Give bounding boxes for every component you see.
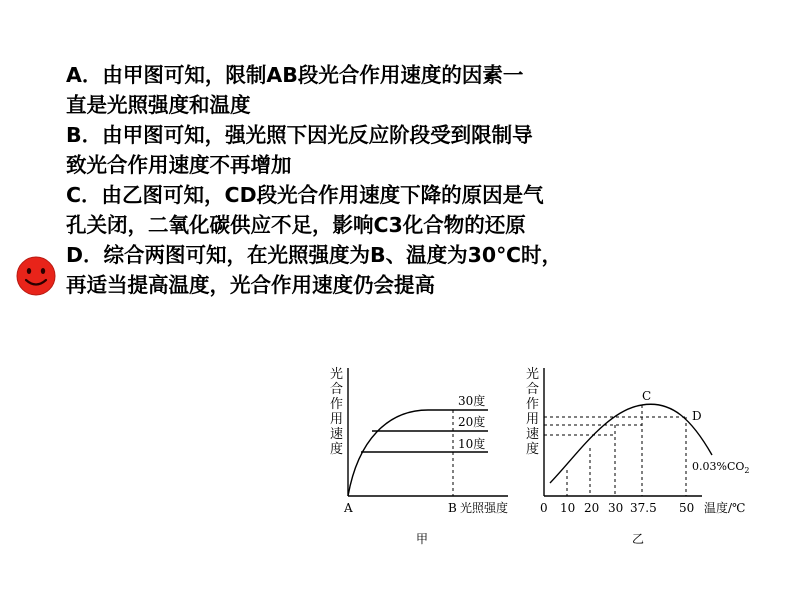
x-tick-label: 50 xyxy=(679,501,695,515)
y-axis-label-char: 光 xyxy=(526,367,540,382)
y-axis-label-char: 速 xyxy=(330,427,344,442)
x-tick-label: 37.5 xyxy=(630,501,657,515)
y-axis-label-char: 速 xyxy=(526,427,540,442)
option-line: 再适当提高温度，光合作用速度仍会提高 xyxy=(66,273,435,297)
x-tick-label: 30 xyxy=(608,501,624,515)
option-line: 致光合作用速度不再增加 xyxy=(66,153,292,177)
figure-jia xyxy=(318,360,528,550)
option-line: 直是光照强度和温度 xyxy=(66,93,251,117)
y-axis-label-char: 用 xyxy=(330,412,344,427)
y-axis-label-char: 合 xyxy=(526,382,540,397)
y-axis-label-char: 光 xyxy=(330,367,344,382)
smiley-face-icon[interactable] xyxy=(15,255,57,297)
y-axis-label-char: 作 xyxy=(330,397,344,412)
co2-label: $0.03\%CO_2$ xyxy=(692,460,750,475)
point-label-c: C xyxy=(642,389,652,403)
option-line: B．由甲图可知，强光照下因光反应阶段受到限制导 xyxy=(66,123,533,147)
option-line: C．由乙图可知，CD段光合作用速度下降的原因是气 xyxy=(66,183,544,207)
y-axis-label-char: 用 xyxy=(526,412,540,427)
option-line: D．综合两图可知，在光照强度为B、温度为30℃时， xyxy=(66,243,562,267)
y-axis-label-char: 合 xyxy=(330,382,344,397)
curve-label: 10度 xyxy=(458,437,486,451)
curve-label: 20度 xyxy=(458,415,486,429)
temperature-curve xyxy=(550,404,712,483)
x-axis-label: 光照强度 xyxy=(460,501,509,515)
point-label-b: B xyxy=(448,501,457,515)
x-tick-label: 20 xyxy=(584,501,600,515)
answer-options xyxy=(66,60,706,300)
x-tick-label: 10 xyxy=(560,501,576,515)
y-axis-label-char: 度 xyxy=(526,442,540,457)
y-axis-label-char: 作 xyxy=(526,397,540,412)
figure-yi xyxy=(522,360,790,550)
y-axis-label-char: 度 xyxy=(330,442,344,457)
option-line: A．由甲图可知，限制AB段光合作用速度的因素一 xyxy=(66,63,524,87)
figure-caption: 甲 xyxy=(416,532,429,546)
x-tick-label: 0 xyxy=(540,501,548,515)
curve-label: 30度 xyxy=(458,394,486,408)
point-label-d: D xyxy=(692,409,702,423)
figure-caption: 乙 xyxy=(632,532,645,546)
x-axis-label: 温度/℃ xyxy=(704,501,746,515)
option-line: 孔关闭，二氧化碳供应不足，影响C3化合物的还原 xyxy=(66,213,526,237)
point-label-a: A xyxy=(344,501,353,515)
